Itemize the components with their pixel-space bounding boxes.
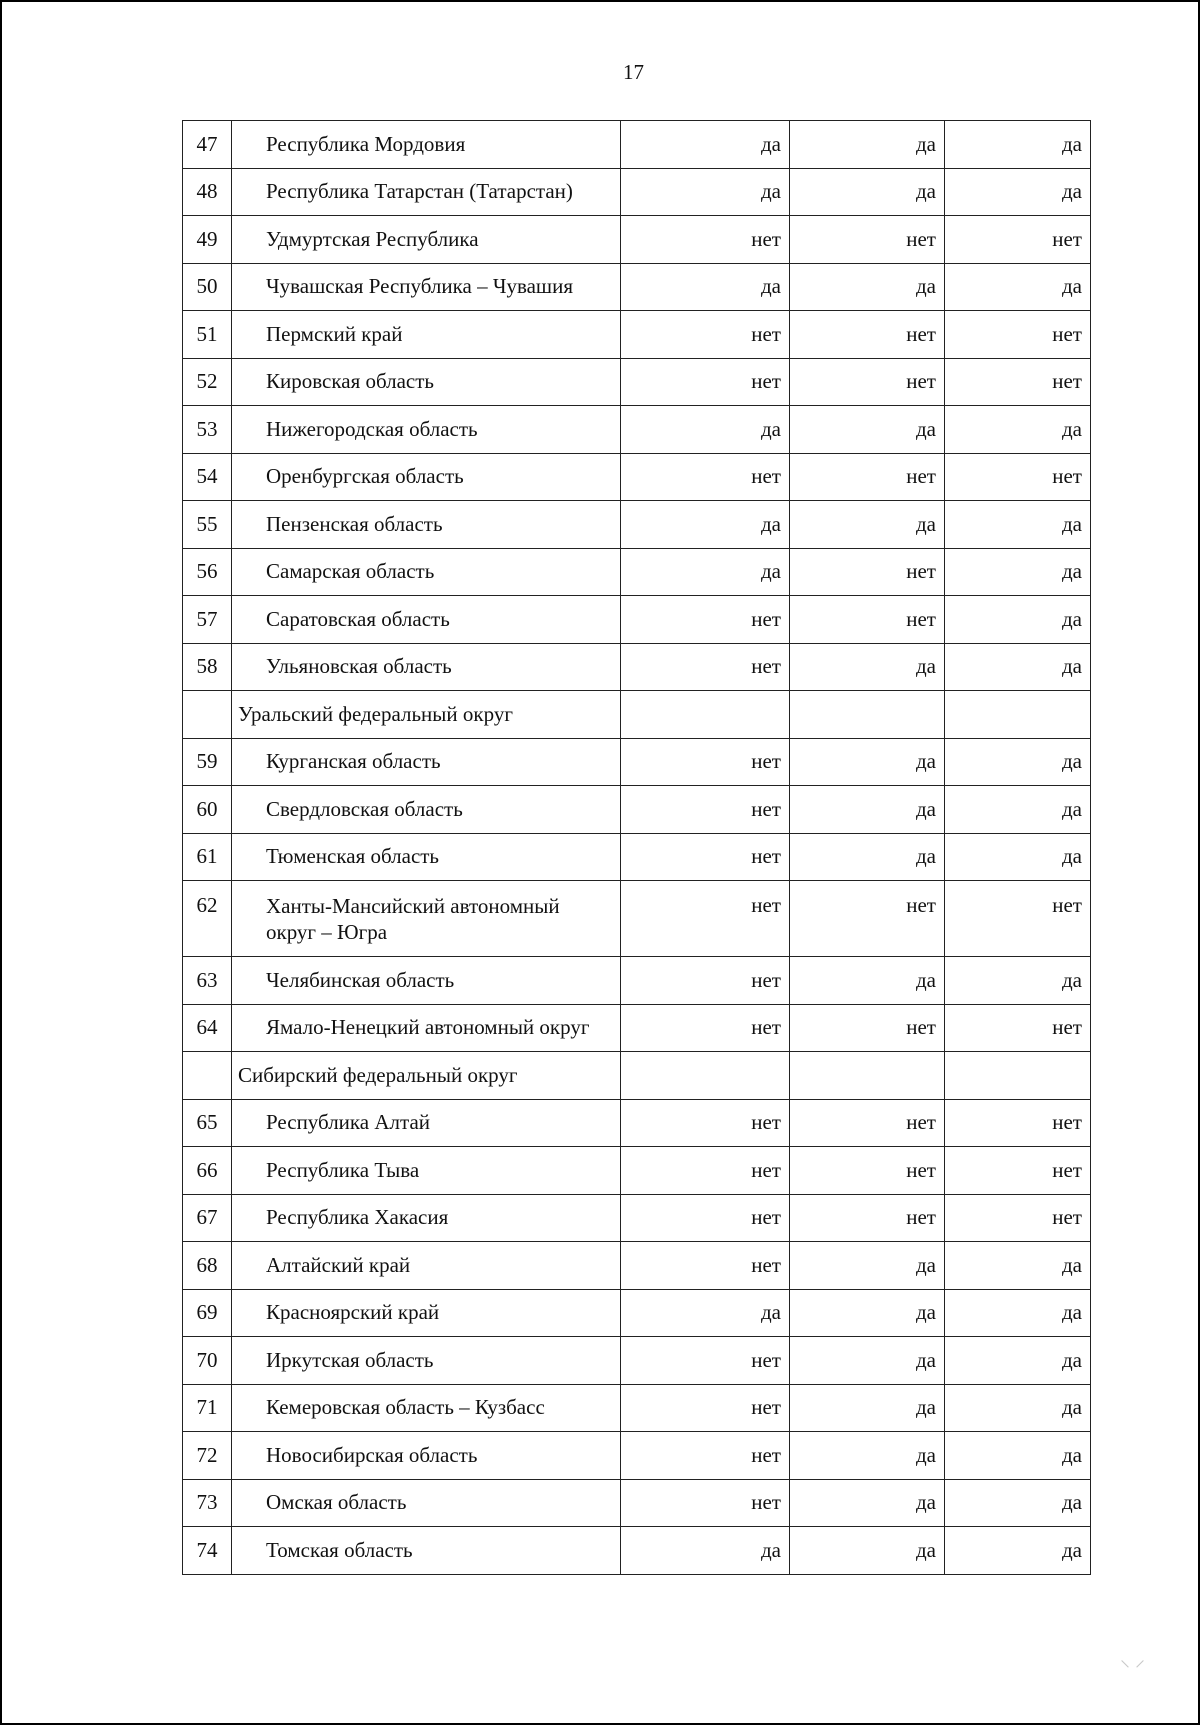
region-name-cell [232, 121, 621, 169]
region-name-cell [232, 1147, 621, 1195]
value-cell-v1: да [621, 501, 790, 549]
row-number-cell: 48 [183, 168, 232, 216]
value-cell-v3: да [945, 1479, 1091, 1527]
value-cell-v2: да [790, 786, 945, 834]
value-cell-v1: да [621, 1289, 790, 1337]
table-row [183, 786, 1091, 834]
row-number-cell: 60 [183, 786, 232, 834]
region-name-cell [232, 263, 621, 311]
group-header-row [183, 691, 1091, 739]
value-cell-v1: нет [621, 643, 790, 691]
region-name-cell [232, 216, 621, 264]
value-cell-v2: нет [790, 1004, 945, 1052]
region-name-line: Кемеровская область – Кузбасс [266, 1395, 545, 1420]
region-name-line: Нижегородская область [266, 416, 478, 441]
value-cell-v2: нет [790, 311, 945, 359]
value-cell-v2: нет [790, 1194, 945, 1242]
value-cell-v3: да [945, 786, 1091, 834]
value-cell-v2: да [790, 833, 945, 881]
row-number-cell: 50 [183, 263, 232, 311]
group-header-row [183, 1052, 1091, 1100]
region-name-cell [232, 643, 621, 691]
value-cell-v2: да [790, 643, 945, 691]
value-cell-v3: да [945, 1337, 1091, 1385]
value-cell-v1: нет [621, 957, 790, 1005]
row-number-cell: 67 [183, 1194, 232, 1242]
row-number-cell: 74 [183, 1527, 232, 1575]
table-row [183, 263, 1091, 311]
value-cell-v3: да [945, 501, 1091, 549]
value-cell-v1: нет [621, 833, 790, 881]
region-name-cell [232, 358, 621, 406]
table-row [183, 1432, 1091, 1480]
value-cell-v2: да [790, 738, 945, 786]
value-cell-v1: да [621, 121, 790, 169]
value-cell-v1: нет [621, 596, 790, 644]
value-cell-v2: да [790, 1432, 945, 1480]
scan-artifact: ⸜ ⸝ [1120, 1649, 1145, 1671]
table-row [183, 501, 1091, 549]
region-name-cell [232, 596, 621, 644]
row-number-cell [183, 1052, 232, 1100]
row-number-cell: 64 [183, 1004, 232, 1052]
table-row [183, 453, 1091, 501]
value-cell-v2: да [790, 1384, 945, 1432]
value-cell-v2: да [790, 121, 945, 169]
table-row [183, 121, 1091, 169]
value-cell-v2: нет [790, 1099, 945, 1147]
regions-table-body [183, 121, 1091, 1575]
table-row [183, 168, 1091, 216]
row-number-cell: 58 [183, 643, 232, 691]
value-cell-v3: нет [945, 881, 1091, 957]
region-name-line: Чувашская Республика – Чувашия [266, 274, 574, 299]
value-cell-v1: да [621, 168, 790, 216]
value-cell-v1: нет [621, 1004, 790, 1052]
value-cell-v1: нет [621, 216, 790, 264]
value-cell-v3 [945, 1052, 1091, 1100]
value-cell-v1: нет [621, 358, 790, 406]
value-cell-v1: нет [621, 786, 790, 834]
row-number-cell: 54 [183, 453, 232, 501]
value-cell-v1: нет [621, 1337, 790, 1385]
value-cell-v1 [621, 1052, 790, 1100]
row-number-cell: 55 [183, 501, 232, 549]
value-cell-v1: нет [621, 738, 790, 786]
region-name-line: Саратовская область [266, 606, 450, 631]
value-cell-v3: да [945, 121, 1091, 169]
value-cell-v2: нет [790, 548, 945, 596]
value-cell-v3: да [945, 548, 1091, 596]
region-name-line: Ямало-Ненецкий автономный округ [266, 1015, 590, 1040]
region-name-line: Республика Татарстан (Татарстан) [266, 179, 573, 204]
table-row [183, 548, 1091, 596]
row-number-cell: 71 [183, 1384, 232, 1432]
region-name-line: Томская область [266, 1537, 413, 1562]
region-name-line: Омская область [266, 1490, 407, 1515]
value-cell-v3: да [945, 1289, 1091, 1337]
region-name-line: Челябинская область [266, 967, 455, 992]
table-row [183, 1384, 1091, 1432]
value-cell-v3: да [945, 596, 1091, 644]
value-cell-v2 [790, 1052, 945, 1100]
value-cell-v2: да [790, 1479, 945, 1527]
region-name-cell [232, 1289, 621, 1337]
value-cell-v2: да [790, 406, 945, 454]
region-name-cell [232, 1479, 621, 1527]
value-cell-v2: да [790, 1242, 945, 1290]
value-cell-v2: да [790, 957, 945, 1005]
value-cell-v3: нет [945, 358, 1091, 406]
value-cell-v2: нет [790, 1147, 945, 1195]
region-name-line: Свердловская область [266, 796, 463, 821]
value-cell-v3: да [945, 1384, 1091, 1432]
row-number-cell: 61 [183, 833, 232, 881]
row-number-cell: 66 [183, 1147, 232, 1195]
region-name-cell [232, 957, 621, 1005]
value-cell-v1: нет [621, 881, 790, 957]
region-name-line: Пензенская область [266, 511, 443, 536]
value-cell-v3: да [945, 406, 1091, 454]
value-cell-v1: нет [621, 453, 790, 501]
value-cell-v3: нет [945, 1004, 1091, 1052]
region-name-cell [232, 881, 621, 957]
row-number-cell: 72 [183, 1432, 232, 1480]
value-cell-v1: нет [621, 1242, 790, 1290]
value-cell-v3: да [945, 1432, 1091, 1480]
value-cell-v3: нет [945, 216, 1091, 264]
federal-district-label: Сибирский федеральный округ [232, 1052, 621, 1100]
table-row [183, 1242, 1091, 1290]
table-row [183, 1004, 1091, 1052]
value-cell-v1: да [621, 263, 790, 311]
regions-table [182, 120, 1091, 1575]
value-cell-v2: да [790, 263, 945, 311]
table-row [183, 833, 1091, 881]
region-name-line: округ – Югра [266, 920, 388, 944]
region-name-cell [232, 833, 621, 881]
value-cell-v1: да [621, 1527, 790, 1575]
region-name-cell [232, 548, 621, 596]
page-number: 17 [623, 60, 644, 84]
region-name-cell [232, 453, 621, 501]
value-cell-v1: да [621, 548, 790, 596]
value-cell-v1: нет [621, 311, 790, 359]
region-name-line: Удмуртская Республика [266, 226, 479, 251]
table-row [183, 1527, 1091, 1575]
row-number-cell: 59 [183, 738, 232, 786]
region-name-cell [232, 738, 621, 786]
region-name-line: Алтайский край [266, 1252, 411, 1277]
row-number-cell: 52 [183, 358, 232, 406]
region-name-cell [232, 311, 621, 359]
table-row [183, 881, 1091, 957]
region-name-line: Республика Тыва [266, 1157, 420, 1182]
region-name-cell [232, 1242, 621, 1290]
value-cell-v3: да [945, 1527, 1091, 1575]
region-name-line: Тюменская область [266, 844, 440, 869]
table-row [183, 596, 1091, 644]
row-number-cell: 56 [183, 548, 232, 596]
table-row [183, 1147, 1091, 1195]
value-cell-v1: нет [621, 1432, 790, 1480]
table-row [183, 1337, 1091, 1385]
row-number-cell: 63 [183, 957, 232, 1005]
region-name-cell [232, 1194, 621, 1242]
row-number-cell: 47 [183, 121, 232, 169]
region-name-line: Республика Алтай [266, 1110, 431, 1135]
region-name-line: Новосибирская область [266, 1442, 478, 1467]
value-cell-v3: нет [945, 1099, 1091, 1147]
value-cell-v3: нет [945, 1147, 1091, 1195]
value-cell-v3 [945, 691, 1091, 739]
value-cell-v2: нет [790, 358, 945, 406]
value-cell-v1: нет [621, 1099, 790, 1147]
table-row [183, 406, 1091, 454]
value-cell-v2: да [790, 1527, 945, 1575]
region-name-cell [232, 1384, 621, 1432]
row-number-cell: 57 [183, 596, 232, 644]
value-cell-v2: да [790, 1289, 945, 1337]
region-name-line: Самарская область [266, 559, 435, 584]
region-name-line: Ульяновская область [266, 654, 452, 679]
region-name-cell [232, 1337, 621, 1385]
region-name-line: Республика Хакасия [266, 1205, 449, 1230]
region-name-cell [232, 1099, 621, 1147]
table-row [183, 1194, 1091, 1242]
region-name-cell [232, 1432, 621, 1480]
table-row [183, 957, 1091, 1005]
region-name-cell [232, 501, 621, 549]
row-number-cell: 69 [183, 1289, 232, 1337]
region-name-line: Оренбургская область [266, 464, 464, 489]
table-row [183, 358, 1091, 406]
table-row [183, 1289, 1091, 1337]
table-row [183, 1479, 1091, 1527]
region-name-line: Курганская область [266, 749, 441, 774]
value-cell-v3: да [945, 833, 1091, 881]
federal-district-label: Уральский федеральный округ [232, 691, 621, 739]
row-number-cell: 49 [183, 216, 232, 264]
row-number-cell: 70 [183, 1337, 232, 1385]
value-cell-v2: нет [790, 453, 945, 501]
value-cell-v1 [621, 691, 790, 739]
row-number-cell: 73 [183, 1479, 232, 1527]
value-cell-v3: да [945, 643, 1091, 691]
value-cell-v2 [790, 691, 945, 739]
value-cell-v1: нет [621, 1194, 790, 1242]
region-name-line: Ханты-Мансийский автономный [266, 894, 560, 918]
region-name-cell [232, 786, 621, 834]
row-number-cell: 65 [183, 1099, 232, 1147]
value-cell-v1: нет [621, 1479, 790, 1527]
value-cell-v3: нет [945, 1194, 1091, 1242]
table-row [183, 1099, 1091, 1147]
row-number-cell: 62 [183, 881, 232, 957]
value-cell-v3: да [945, 168, 1091, 216]
value-cell-v3: нет [945, 453, 1091, 501]
row-number-cell: 53 [183, 406, 232, 454]
value-cell-v2: да [790, 501, 945, 549]
value-cell-v1: да [621, 406, 790, 454]
row-number-cell [183, 691, 232, 739]
table-row [183, 216, 1091, 264]
region-name-cell [232, 1527, 621, 1575]
region-name-line: Республика Мордовия [266, 131, 466, 156]
value-cell-v2: нет [790, 216, 945, 264]
table-row [183, 738, 1091, 786]
value-cell-v1: нет [621, 1384, 790, 1432]
row-number-cell: 51 [183, 311, 232, 359]
value-cell-v3: да [945, 957, 1091, 1005]
region-name-line: Кировская область [266, 369, 435, 394]
value-cell-v2: нет [790, 881, 945, 957]
value-cell-v3: да [945, 263, 1091, 311]
region-name-line: Красноярский край [266, 1300, 440, 1325]
value-cell-v3: нет [945, 311, 1091, 359]
row-number-cell: 68 [183, 1242, 232, 1290]
region-name-cell [232, 1004, 621, 1052]
region-name-cell [232, 168, 621, 216]
region-name-line: Пермский край [266, 321, 403, 346]
region-name-cell [232, 406, 621, 454]
value-cell-v1: нет [621, 1147, 790, 1195]
value-cell-v3: да [945, 1242, 1091, 1290]
region-name-line: Иркутская область [266, 1347, 434, 1372]
value-cell-v2: нет [790, 596, 945, 644]
value-cell-v3: да [945, 738, 1091, 786]
table-row [183, 311, 1091, 359]
value-cell-v2: да [790, 1337, 945, 1385]
table-row [183, 643, 1091, 691]
value-cell-v2: да [790, 168, 945, 216]
